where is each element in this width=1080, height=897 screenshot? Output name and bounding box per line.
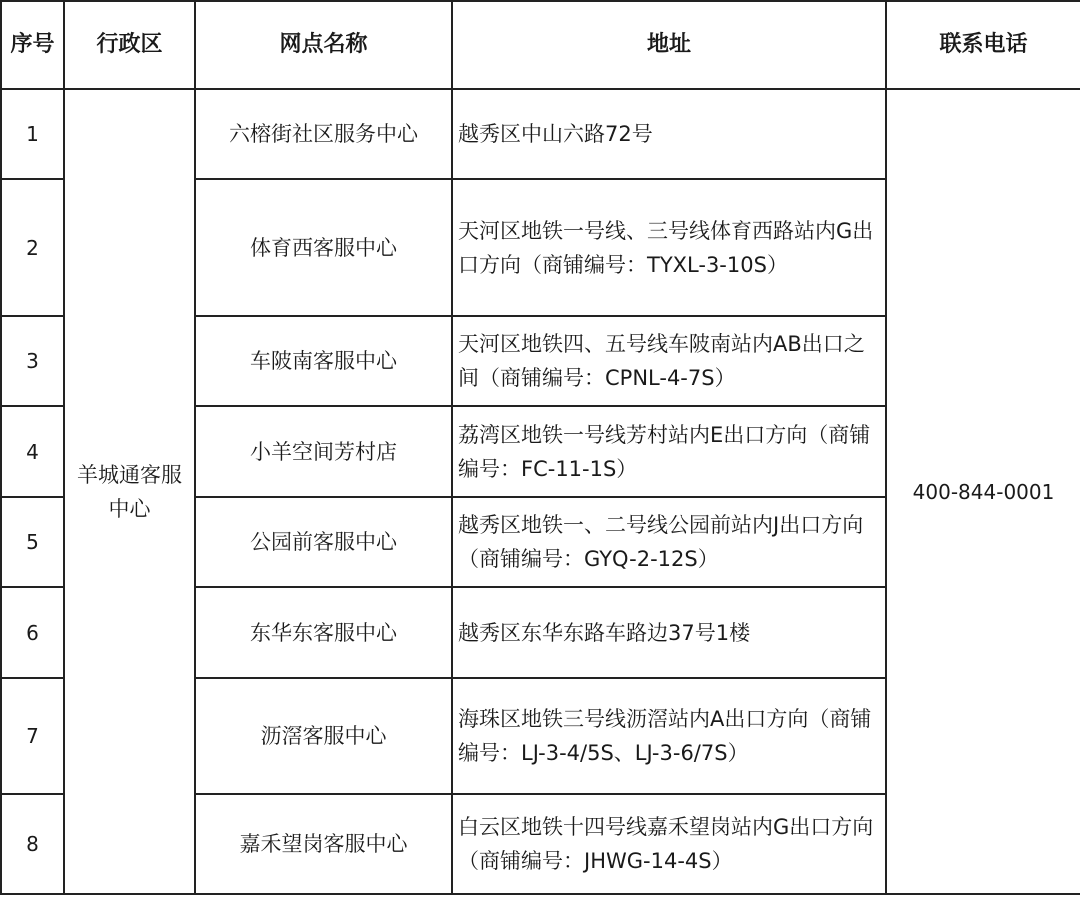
outlet-address: 越秀区地铁一、二号线公园前站内J出口方向（商铺编号：GYQ-2-12S） (452, 497, 886, 587)
header-address: 地址 (452, 1, 886, 89)
outlet-name: 小羊空间芳村店 (195, 406, 452, 497)
row-index: 1 (1, 89, 64, 179)
row-index: 7 (1, 678, 64, 794)
outlet-address: 海珠区地铁三号线沥滘站内A出口方向（商铺编号：LJ-3-4/5S、LJ-3-6/7S） (452, 678, 886, 794)
row-index: 4 (1, 406, 64, 497)
outlet-name: 公园前客服中心 (195, 497, 452, 587)
outlet-name: 六榕街社区服务中心 (195, 89, 452, 179)
table-row (1, 89, 1080, 179)
header-index: 序号 (1, 1, 64, 89)
header-phone: 联系电话 (886, 1, 1080, 89)
phone-cell: 400-844-0001 (886, 89, 1080, 894)
outlet-address: 荔湾区地铁一号线芳村站内E出口方向（商铺编号：FC-11-1S） (452, 406, 886, 497)
outlet-address: 越秀区东华东路车路边37号1楼 (452, 587, 886, 678)
row-index: 8 (1, 794, 64, 894)
outlet-address: 天河区地铁四、五号线车陂南站内AB出口之间（商铺编号：CPNL-4-7S） (452, 316, 886, 406)
row-index: 3 (1, 316, 64, 406)
outlet-address: 越秀区中山六路72号 (452, 89, 886, 179)
header-name: 网点名称 (195, 1, 452, 89)
outlet-address: 天河区地铁一号线、三号线体育西路站内G出口方向（商铺编号：TYXL-3-10S） (452, 179, 886, 316)
outlet-name: 嘉禾望岗客服中心 (195, 794, 452, 894)
outlet-name: 沥滘客服中心 (195, 678, 452, 794)
header-district: 行政区 (64, 1, 195, 89)
row-index: 5 (1, 497, 64, 587)
table-header-row (1, 1, 1080, 89)
outlet-name: 体育西客服中心 (195, 179, 452, 316)
outlet-name: 东华东客服中心 (195, 587, 452, 678)
row-index: 6 (1, 587, 64, 678)
outlet-name: 车陂南客服中心 (195, 316, 452, 406)
outlet-address: 白云区地铁十四号线嘉禾望岗站内G出口方向（商铺编号：JHWG-14-4S） (452, 794, 886, 894)
district-cell: 羊城通客服中心 (64, 89, 195, 894)
row-index: 2 (1, 179, 64, 316)
